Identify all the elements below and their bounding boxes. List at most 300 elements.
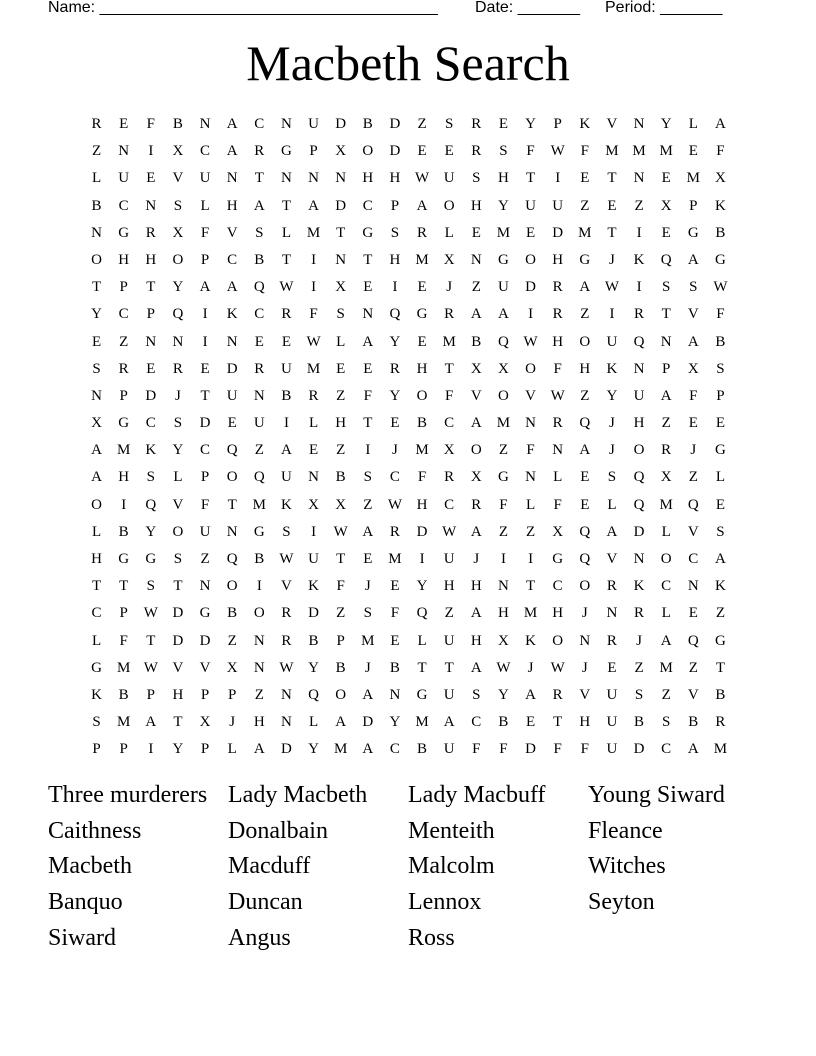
grid-letter: O [91,496,102,513]
grid-letter: I [283,415,289,432]
grid-letter: F [336,578,345,595]
grid-letter: X [715,170,726,187]
grid-letter: A [579,442,591,459]
word-list-item: Ross [408,924,455,951]
grid-letter: N [606,605,618,622]
grid-letter: A [226,116,238,132]
grid-letter: B [91,197,102,214]
grid-letter: T [336,224,346,241]
grid-letter: I [202,333,208,350]
grid-letter: C [227,251,238,268]
grid-letter: Q [579,415,591,432]
grid-letter: Y [660,116,672,132]
grid-letter: P [689,197,698,214]
grid-letter: A [362,741,374,758]
grid-letter: D [199,415,211,432]
grid-letter: Z [498,523,509,540]
grid-letter: A [606,523,618,540]
grid-letter: U [226,387,238,404]
grid-letter: N [199,116,211,132]
grid-row [83,247,734,274]
grid-letter: E [580,469,590,486]
grid-letter: Y [172,279,184,296]
grid-letter: A [579,279,591,296]
grid-letter: Q [633,496,645,513]
grid-letter: A [525,686,536,703]
grid-letter: E [308,442,319,459]
grid-letter: S [662,279,671,296]
grid-letter: U [525,197,536,214]
grid-letter: N [226,170,238,187]
grid-letter: L [308,415,319,432]
grid-letter: I [148,741,154,758]
grid-letter: B [118,523,129,540]
grid-letter: E [688,415,698,432]
grid-letter: F [526,143,535,160]
grid-letter: P [662,360,671,377]
grid-letter: B [281,387,292,404]
grid-letter: K [633,251,645,268]
grid-letter: O [362,143,374,160]
grid-letter: S [472,686,481,703]
grid-letter: T [444,360,454,377]
grid-letter: O [525,251,536,268]
grid-letter: Y [145,523,157,540]
grid-letter: O [552,632,564,649]
grid-letter: I [148,143,154,160]
grid-letter: Z [91,143,102,160]
grid-letter: S [173,551,183,567]
grid-letter: E [363,279,373,296]
grid-letter: U [606,333,618,350]
grid-letter: C [254,116,265,132]
grid-letter: Y [389,387,401,404]
grid-letter: F [445,387,454,404]
grid-letter: M [442,333,456,350]
grid-letter: W [713,279,728,296]
grid-letter: D [308,605,319,622]
grid-letter: L [607,496,617,513]
grid-letter: G [281,143,292,160]
grid-letter: L [91,632,102,649]
grid-letter: T [91,279,102,296]
grid-letter: W [279,279,294,296]
grid-letter: B [417,415,428,432]
grid-letter: T [363,415,373,432]
grid-letter: F [689,387,698,404]
grid-row [83,356,734,383]
grid-letter: P [200,469,210,486]
grid-letter: N [308,170,319,187]
grid-letter: C [254,306,265,323]
grid-letter: X [443,442,455,459]
grid-letter: O [226,578,238,595]
grid-letter: M [388,551,402,567]
grid-letter: G [715,442,726,459]
grid-letter: J [690,442,697,459]
grid-letter: R [281,632,292,649]
grid-letter: H [633,415,645,432]
page-title: Macbeth Search [246,35,570,91]
grid-letter: O [172,251,184,268]
grid-letter: R [91,116,102,132]
grid-letter: S [445,116,454,132]
grid-letter: U [443,551,455,567]
grid-letter: H [253,714,265,731]
grid-letter: N [633,170,645,187]
grid-letter: S [662,714,671,731]
grid-letter: I [528,306,534,323]
grid-letter: H [172,686,184,703]
grid-letter: G [552,551,564,567]
grid-letter: X [470,469,482,486]
grid-letter: X [660,197,672,214]
grid-letter: R [471,143,482,160]
grid-letter: G [498,251,509,268]
grid-letter: H [552,333,564,350]
grid-letter: R [172,360,183,377]
grid-letter: D [335,197,347,214]
grid-letter: Q [416,605,428,622]
word-list-item: Duncan [228,889,303,916]
grid-letter: M [605,143,619,160]
grid-letter: A [470,306,482,323]
grid-letter: A [145,714,157,731]
grid-letter: K [308,578,319,595]
grid-letter: J [175,387,181,404]
grid-letter: Z [444,605,454,622]
grid-letter: W [143,605,158,622]
grid-letter: D [525,279,536,296]
grid-letter: I [202,306,208,323]
grid-row [83,410,734,437]
grid-letter: X [470,360,482,377]
grid-letter: Z [634,197,644,214]
grid-letter: U [199,523,211,540]
grid-row [83,138,734,165]
grid-letter: Z [119,333,129,350]
grid-letter: H [498,605,509,622]
grid-letter: O [470,442,482,459]
grid-row [83,111,734,138]
grid-letter: O [525,360,536,377]
grid-letter: L [444,224,454,241]
grid-letter: L [688,116,698,132]
grid-letter: H [362,170,374,187]
grid-letter: M [334,741,348,758]
grid-letter: A [362,333,374,350]
grid-letter: B [254,551,265,567]
grid-letter: U [308,551,319,567]
grid-letter: Z [688,659,698,676]
grid-letter: Q [687,632,699,649]
grid-letter: F [553,496,562,513]
word-list-item: Lady Macbeth [228,782,368,808]
grid-letter: O [91,251,102,268]
grid-letter: X [199,714,211,731]
grid-letter: P [200,741,210,758]
grid-letter: Z [417,116,427,132]
grid-letter: V [525,387,536,404]
grid-letter: U [633,387,645,404]
grid-letter: A [470,523,482,540]
grid-letter: F [553,360,562,377]
grid-letter: F [580,741,589,758]
grid-letter: X [91,415,102,432]
grid-letter: F [119,632,128,649]
grid-letter: E [281,333,292,350]
grid-letter: Z [688,469,698,486]
grid-letter: L [308,714,319,731]
grid-letter: P [336,632,345,649]
grid-letter: T [417,659,427,676]
grid-letter: Y [525,116,536,132]
grid-letter: S [146,469,155,486]
grid-letter: Q [253,279,265,296]
grid-letter: C [688,551,699,567]
grid-letter: N [335,170,347,187]
grid-letter: M [713,741,728,758]
grid-letter: E [471,224,481,241]
grid-letter: B [389,659,400,676]
grid-letter: U [606,714,618,731]
grid-letter: B [335,659,346,676]
grid-letter: Z [661,415,671,432]
grid-letter: F [200,224,210,241]
grid-letter: Z [634,659,644,676]
grid-letter: E [525,224,536,241]
grid-row [83,546,734,573]
grid-letter: E [417,333,427,350]
grid-letter: B [715,333,726,350]
grid-letter: S [282,523,291,540]
grid-letter: Q [633,333,645,350]
grid-letter: B [471,333,482,350]
grid-letter: L [553,469,563,486]
grid-letter: J [609,442,615,459]
grid-letter: S [716,360,725,377]
grid-letter: O [579,333,591,350]
grid-letter: K [226,306,238,323]
grid-letter: E [390,415,400,432]
grid-letter: E [417,143,427,160]
grid-letter: E [227,415,237,432]
grid-letter: Q [226,551,238,567]
grid-letter: P [390,197,400,214]
grid-letter: A [715,116,726,132]
grid-letter: I [636,224,642,241]
grid-letter: A [660,632,672,649]
grid-letter: S [363,469,372,486]
grid-letter: S [716,523,725,540]
grid-letter: H [416,360,428,377]
grid-letter: U [253,415,265,432]
grid-letter: N [525,415,536,432]
grid-letter: P [119,279,128,296]
grid-letter: F [499,741,508,758]
period-field: Period: _______ [605,0,723,16]
grid-letter: J [473,551,480,567]
grid-letter: N [226,333,238,350]
grid-letter: L [661,523,671,540]
grid-letter: E [688,605,698,622]
grid-letter: N [145,333,157,350]
grid-row [83,573,734,600]
grid-letter: X [498,360,509,377]
grid-letter: C [118,197,129,214]
grid-row [83,329,734,356]
grid-letter: R [552,686,563,703]
grid-letter: N [253,659,265,676]
grid-letter: B [715,224,726,241]
grid-letter: L [173,469,183,486]
grid-letter: E [715,415,726,432]
grid-letter: O [633,442,645,459]
letter-grid [83,111,734,764]
grid-letter: F [553,741,562,758]
grid-letter: R [254,360,265,377]
grid-letter: M [252,496,266,513]
grid-letter: T [607,170,617,187]
word-list-item: Siward [48,924,116,951]
grid-letter: Q [660,251,672,268]
grid-letter: C [471,714,482,731]
grid-letter: A [687,251,699,268]
grid-letter: V [606,551,618,567]
grid-letter: D [335,116,347,132]
grid-letter: N [281,686,292,703]
grid-letter: O [253,605,265,622]
grid-letter: W [387,496,403,513]
grid-letter: K [715,197,726,214]
grid-letter: Q [253,469,265,486]
grid-letter: E [146,360,156,377]
grid-row [83,383,734,410]
grid-letter: I [555,170,561,187]
grid-letter: Y [606,387,618,404]
grid-letter: O [498,387,509,404]
grid-letter: P [716,387,725,404]
grid-letter: R [389,360,400,377]
grid-letter: J [446,279,453,296]
grid-letter: Z [498,442,509,459]
grid-letter: R [444,469,455,486]
grid-letter: Y [498,197,509,214]
grid-letter: O [416,387,428,404]
grid-row [83,220,734,247]
grid-letter: I [392,279,398,296]
grid-letter: O [579,578,591,595]
grid-letter: G [91,659,102,676]
grid-letter: V [579,686,591,703]
grid-letter: Y [308,741,319,758]
grid-letter: U [552,197,564,214]
grid-letter: V [172,496,184,513]
grid-letter: M [415,442,429,459]
grid-letter: T [146,279,156,296]
grid-letter: U [498,279,509,296]
grid-letter: I [419,551,425,567]
grid-row [83,682,734,709]
grid-letter: A [335,714,347,731]
grid-letter: O [335,686,347,703]
grid-letter: Y [498,686,509,703]
grid-letter: S [336,306,345,323]
grid-letter: H [579,714,591,731]
grid-letter: X [687,360,699,377]
grid-letter: G [715,632,726,649]
grid-letter: D [389,116,401,132]
grid-letter: D [199,632,211,649]
grid-letter: I [528,551,534,567]
grid-letter: R [661,442,672,459]
grid-letter: N [362,306,374,323]
grid-letter: M [659,496,673,513]
grid-letter: E [200,360,210,377]
grid-letter: H [470,632,482,649]
grid-letter: Y [172,442,184,459]
grid-letter: T [227,496,237,513]
grid-letter: I [609,306,615,323]
grid-letter: I [636,279,642,296]
grid-letter: X [335,496,347,513]
grid-letter: Q [226,442,238,459]
grid-letter: G [416,686,428,703]
grid-letter: H [552,605,564,622]
grid-letter: E [336,360,346,377]
grid-letter: J [609,415,615,432]
grid-letter: Q [633,469,645,486]
grid-letter: P [146,686,155,703]
grid-letter: X [226,659,238,676]
grid-letter: M [117,442,131,459]
grid-letter: C [661,578,672,595]
grid-letter: I [256,578,262,595]
grid-row [83,709,734,736]
grid-letter: W [496,659,511,676]
grid-letter: F [716,143,725,160]
grid-letter: J [229,714,236,731]
grid-letter: Z [336,387,346,404]
grid-letter: T [525,578,536,595]
grid-letter: F [499,496,508,513]
grid-letter: B [634,714,645,731]
grid-letter: T [281,197,292,214]
grid-letter: E [146,170,156,187]
word-list-item: Three murderers [48,782,208,808]
grid-letter: R [281,306,292,323]
grid-letter: Y [416,578,428,595]
grid-letter: M [659,659,673,676]
word-list-item: Young Siward [588,782,725,808]
grid-letter: R [281,605,292,622]
grid-letter: V [606,116,618,132]
grid-letter: A [660,387,672,404]
grid-letter: A [470,415,482,432]
grid-row [83,437,734,464]
grid-letter: R [552,306,563,323]
grid-letter: A [362,523,374,540]
grid-letter: R [715,714,726,731]
grid-letter: R [634,306,645,323]
grid-letter: Y [308,659,319,676]
grid-letter: D [226,360,238,377]
grid-letter: U [443,686,455,703]
grid-letter: X [660,469,672,486]
grid-letter: E [580,496,590,513]
grid-letter: S [255,224,264,241]
grid-letter: V [687,306,699,323]
